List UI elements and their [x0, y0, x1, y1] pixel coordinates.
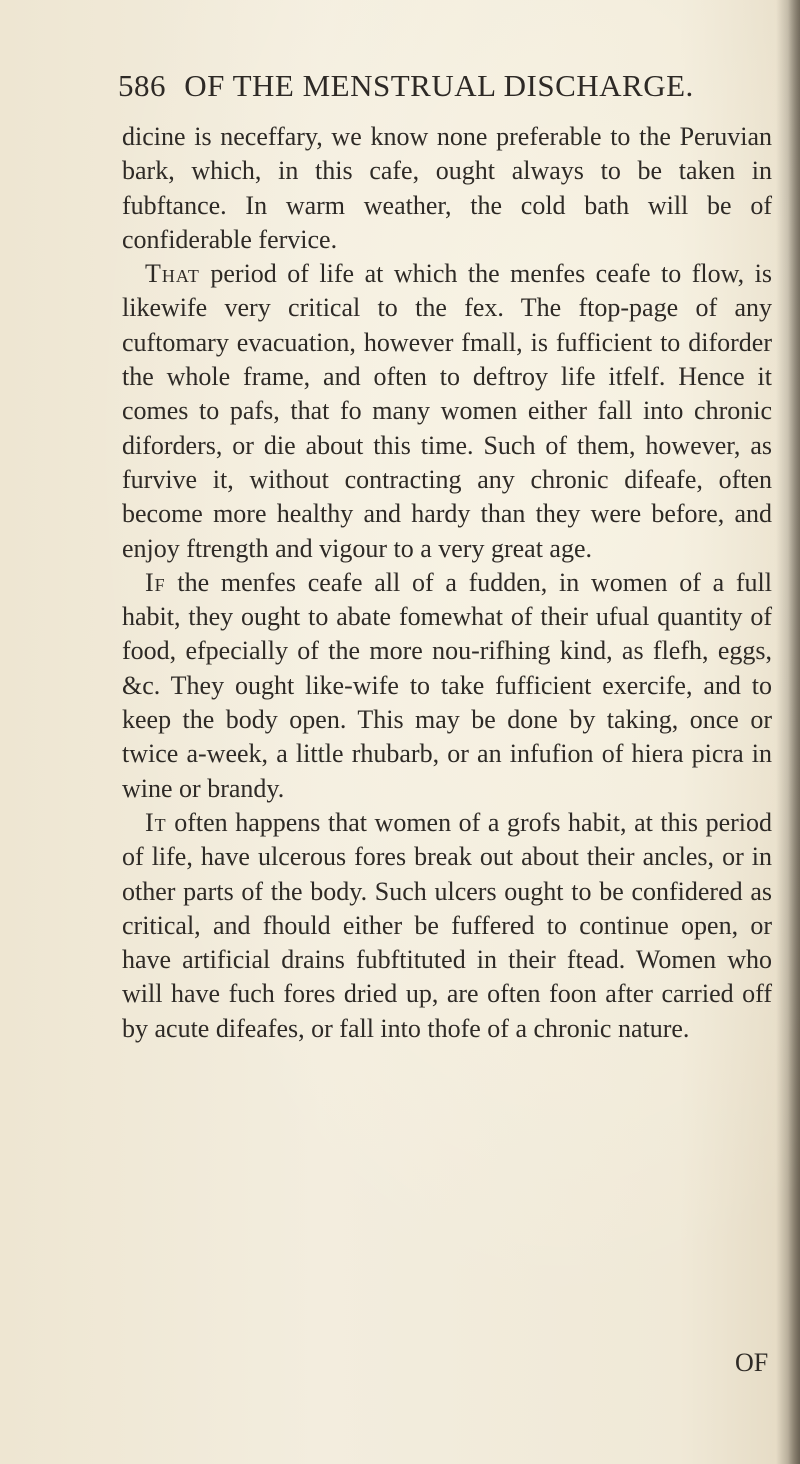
paragraph-text: the menfes ceafe all of a fudden, in women of a full habit, they ought to abate fomewhat of their ufual quantity of food, efpecially of the more nou-rifhing kind, as flefh, eggs, &c. They ought like-wife to take fufficient exercife, and to keep the body open. This may be done by taking, once or twice a-week, a little rhubarb, or an infufion of hiera picra in wine or brandy. — [122, 567, 772, 803]
running-header — [118, 68, 778, 104]
paragraph-lead: That — [145, 259, 200, 289]
paragraph-text: dicine is neceffary, we know none preferable to the Peruvian bark, which, in this cafe, ought always to be taken in fubftance. In warm weather, the cold bath will be of confiderable fervice. — [122, 122, 772, 254]
paragraph-4 — [122, 806, 772, 1046]
body-text — [122, 120, 772, 1046]
paragraph-lead: It — [145, 807, 167, 837]
page-edge-shadow — [788, 0, 800, 1464]
paragraph-text: period of life at which the menfes ceafe to flow, is likewife very critical to the fex. The ftop-page of any cuftomary evacuation, however fmall, is fufficient to diforder the whole frame, and often to deftroy life itfelf. Hence it comes to pafs, that fo many women either fall into chronic diforders, or die about this time. Such of them, however, as furvive it, without contracting any chronic difeafe, often become more healthy and hardy than they were before, and enjoy ftrength and vigour to a very great age. — [122, 259, 772, 563]
paragraph-1 — [122, 120, 772, 257]
paragraph-2 — [122, 257, 772, 566]
catchword: OF — [735, 1348, 769, 1377]
paragraph-text: often happens that women of a grofs habit, at this period of life, have ulcerous fores break out about their ancles, or in other parts of the body. Such ulcers ought to be confidered as critical, and fhould either be fuffered to continue open, or have artificial drains fubftituted in their ftead. Women who will have fuch fores dried up, are often foon after carried off by acute difeafes, or fall into thofe of a chronic nature. — [122, 807, 772, 1043]
page-number: 586 — [118, 68, 166, 103]
paragraph-lead: If — [145, 567, 166, 597]
paragraph-3 — [122, 566, 772, 806]
running-title: OF THE MENSTRUAL DISCHARGE. — [184, 68, 694, 103]
